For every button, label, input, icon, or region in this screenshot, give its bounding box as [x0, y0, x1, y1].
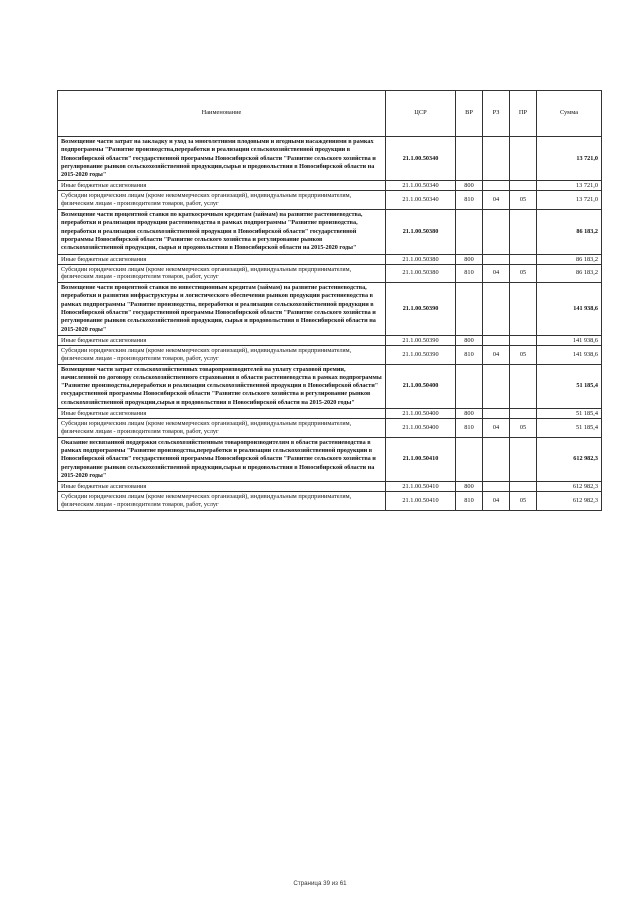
cell-csr: 21.1.00.50410	[386, 482, 456, 492]
cell-rz	[483, 137, 510, 181]
cell-name: Возмещение части процентной ставки по инвестиционным кредитам (займам) на развитие растениеводства, переработки и развития инфраструктуры и логистического обеспечения рынков продукции растениеводства в рамках подпрограммы "Развитие производства, переработки и реализации сельскохозяйственной продукции в Новосибирской области" государственной программы Новосибирской области "Развитие сельского хозяйства и регулирование рынков сельскохозяйственной продукции, сырья и продовольствия в Новосибирской области на 2015-2020 годы"	[58, 283, 386, 336]
cell-sum: 13 721,0	[537, 181, 602, 191]
cell-rz	[483, 181, 510, 191]
header-vr: ВР	[456, 91, 483, 137]
table-row	[58, 283, 602, 336]
cell-csr: 21.1.00.50410	[386, 492, 456, 511]
cell-csr: 21.1.00.50340	[386, 191, 456, 210]
cell-sum: 51 185,4	[537, 409, 602, 419]
cell-csr: 21.1.00.50380	[386, 254, 456, 264]
cell-name: Возмещение части затрат на закладку и уход за многолетними плодовыми и ягодными насаждениями в рамках подпрограммы "Развитие производства,переработки и реализации сельскохозяйственной продукции в Новосибирской области" государственной программы Новосибирской области "Развитие сельского хозяйства и регулирование рынков сельскохозяйственной продукции,сырья и продовольствия в Новосибирской области на 2015-2020 годы"	[58, 137, 386, 181]
table-row	[58, 409, 602, 419]
cell-name: Субсидии юридическим лицам (кроме некоммерческих организаций), индивидуальным предпринимателям, физическим лицам - производителям товаров, работ, услуг	[58, 492, 386, 511]
table-row	[58, 437, 602, 481]
cell-sum: 141 938,6	[537, 345, 602, 364]
cell-name: Возмещение части затрат сельскохозяйственных товаропроизводителей на уплату страховой премии, начисленной по договору сельскохозяйственного страхования в области растениеводства в рамках подпрограммы "Развитие производства,переработки и реализации сельскохозяйственной продукции в Новосибирской области" государственной программы Новосибирской области "Развитие сельского хозяйства и регулирование рынков сельскохозяйственной продукции,сырья и продовольствия в Новосибирской области на 2015-2020 годы"	[58, 364, 386, 408]
cell-csr: 21.1.00.50340	[386, 137, 456, 181]
cell-vr: 800	[456, 254, 483, 264]
table-row	[58, 191, 602, 210]
cell-sum: 51 185,4	[537, 364, 602, 408]
cell-csr: 21.1.00.50390	[386, 345, 456, 364]
cell-csr: 21.1.00.50400	[386, 409, 456, 419]
cell-vr: 800	[456, 482, 483, 492]
cell-rz	[483, 335, 510, 345]
table-row	[58, 335, 602, 345]
cell-rz	[483, 364, 510, 408]
cell-csr: 21.1.00.50390	[386, 283, 456, 336]
table-row	[58, 482, 602, 492]
cell-vr	[456, 437, 483, 481]
cell-name: Оказание несвязанной поддержки сельскохозяйственным товаропроизводителям в области растениеводства в рамках подпрограммы "Развитие производства,переработки и реализации сельскохозяйственной продукции в Новосибирской области" государственной программы Новосибирской области "Развитие сельского хозяйства и регулирование рынков сельскохозяйственной продукции,сырья и продовольствия в Новосибирской области на 2015-2020 годы"	[58, 437, 386, 481]
header-csr: ЦСР	[386, 91, 456, 137]
table-row	[58, 345, 602, 364]
header-name: Наименование	[58, 91, 386, 137]
cell-sum: 86 183,2	[537, 264, 602, 283]
cell-rz: 04	[483, 345, 510, 364]
budget-table	[57, 90, 602, 511]
table-row	[58, 210, 602, 254]
cell-name: Субсидии юридическим лицам (кроме некоммерческих организаций), индивидуальным предпринимателям, физическим лицам - производителям товаров, работ, услуг	[58, 345, 386, 364]
table-row	[58, 364, 602, 408]
cell-sum: 51 185,4	[537, 419, 602, 438]
cell-rz	[483, 283, 510, 336]
cell-pr: 05	[510, 191, 537, 210]
cell-name: Субсидии юридическим лицам (кроме некоммерческих организаций), индивидуальным предпринимателям, физическим лицам - производителям товаров, работ, услуг	[58, 264, 386, 283]
cell-rz: 04	[483, 264, 510, 283]
cell-rz	[483, 437, 510, 481]
cell-name: Субсидии юридическим лицам (кроме некоммерческих организаций), индивидуальным предпринимателям, физическим лицам - производителям товаров, работ, услуг	[58, 419, 386, 438]
cell-name: Иные бюджетные ассигнования	[58, 482, 386, 492]
table-row	[58, 181, 602, 191]
cell-csr: 21.1.00.50410	[386, 437, 456, 481]
cell-pr: 05	[510, 345, 537, 364]
cell-name: Иные бюджетные ассигнования	[58, 181, 386, 191]
cell-vr: 800	[456, 181, 483, 191]
cell-pr	[510, 409, 537, 419]
cell-vr: 800	[456, 409, 483, 419]
cell-name: Субсидии юридическим лицам (кроме некоммерческих организаций), индивидуальным предпринимателям, физическим лицам - производителям товаров, работ, услуг	[58, 191, 386, 210]
cell-rz	[483, 254, 510, 264]
cell-sum: 141 938,6	[537, 335, 602, 345]
cell-pr: 05	[510, 264, 537, 283]
cell-pr	[510, 210, 537, 254]
cell-csr: 21.1.00.50390	[386, 335, 456, 345]
cell-rz	[483, 482, 510, 492]
cell-csr: 21.1.00.50340	[386, 181, 456, 191]
cell-sum: 612 982,3	[537, 482, 602, 492]
cell-pr	[510, 137, 537, 181]
cell-rz	[483, 409, 510, 419]
cell-sum: 86 183,2	[537, 210, 602, 254]
cell-pr	[510, 335, 537, 345]
table-row	[58, 492, 602, 511]
cell-csr: 21.1.00.50380	[386, 210, 456, 254]
table-header-row	[58, 91, 602, 137]
cell-rz: 04	[483, 191, 510, 210]
header-rz: РЗ	[483, 91, 510, 137]
cell-sum: 612 982,3	[537, 492, 602, 511]
cell-pr: 05	[510, 492, 537, 511]
cell-csr: 21.1.00.50400	[386, 419, 456, 438]
page-number-footer: Страница 39 из 61	[293, 880, 347, 887]
cell-vr: 810	[456, 264, 483, 283]
cell-sum: 612 982,3	[537, 437, 602, 481]
cell-pr	[510, 437, 537, 481]
cell-vr: 810	[456, 345, 483, 364]
cell-vr: 800	[456, 335, 483, 345]
header-pr: ПР	[510, 91, 537, 137]
table-row	[58, 264, 602, 283]
cell-pr	[510, 181, 537, 191]
cell-pr	[510, 482, 537, 492]
cell-pr	[510, 283, 537, 336]
cell-vr	[456, 364, 483, 408]
cell-vr: 810	[456, 419, 483, 438]
header-sum: Сумма	[537, 91, 602, 137]
cell-csr: 21.1.00.50380	[386, 264, 456, 283]
cell-sum: 86 183,2	[537, 254, 602, 264]
cell-vr	[456, 137, 483, 181]
cell-vr	[456, 210, 483, 254]
cell-rz	[483, 210, 510, 254]
cell-name: Возмещение части процентной ставки по краткосрочным кредитам (займам) на развитие растениеводства, переработки и реализации продукции растениеводства в рамках подпрограммы "Развитие производства, переработки и реализации сельскохозяйственной продукции в Новосибирской области" государственной программы Новосибирской области "Развитие сельского хозяйства и регулирование рынков сельскохозяйственной продукции, сырья и продовольствия в Новосибирской области на 2015-2020 годы"	[58, 210, 386, 254]
table-row	[58, 137, 602, 181]
cell-rz: 04	[483, 492, 510, 511]
table-row	[58, 254, 602, 264]
cell-vr	[456, 283, 483, 336]
cell-pr: 05	[510, 419, 537, 438]
cell-rz: 04	[483, 419, 510, 438]
cell-csr: 21.1.00.50400	[386, 364, 456, 408]
cell-sum: 13 721,0	[537, 191, 602, 210]
table-row	[58, 419, 602, 438]
cell-sum: 141 938,6	[537, 283, 602, 336]
cell-name: Иные бюджетные ассигнования	[58, 335, 386, 345]
cell-vr: 810	[456, 191, 483, 210]
cell-name: Иные бюджетные ассигнования	[58, 254, 386, 264]
cell-pr	[510, 254, 537, 264]
cell-pr	[510, 364, 537, 408]
cell-name: Иные бюджетные ассигнования	[58, 409, 386, 419]
cell-sum: 13 721,0	[537, 137, 602, 181]
table-body	[58, 91, 602, 511]
cell-vr: 810	[456, 492, 483, 511]
